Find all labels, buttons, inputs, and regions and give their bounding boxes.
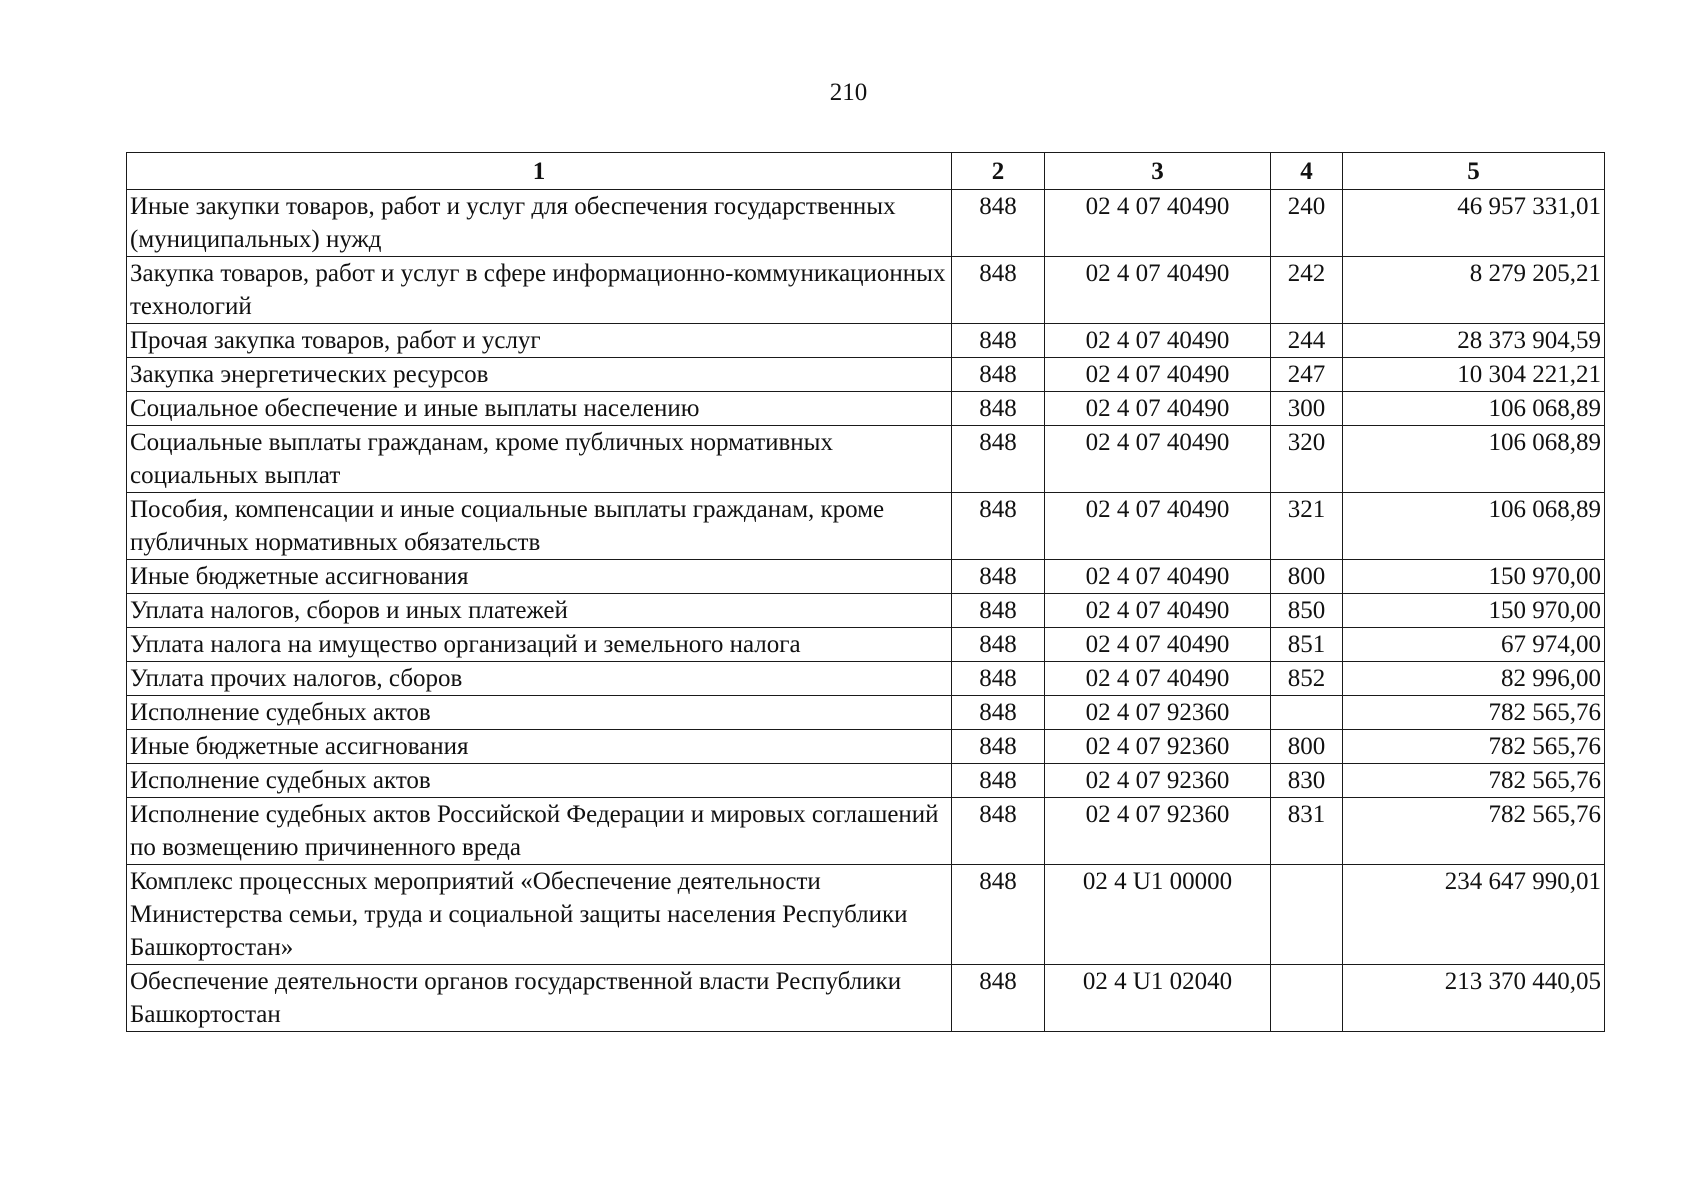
table-row [127,696,1605,730]
row-target-article-cell: 02 4 07 40490 [1045,426,1271,493]
row-amount-cell: 150 970,00 [1343,594,1605,628]
row-amount-cell: 106 068,89 [1343,392,1605,426]
row-name-cell: Иные закупки товаров, работ и услуг для обеспечения государственных (муниципальных) нужд [127,190,952,257]
row-expense-type-cell: 247 [1271,358,1343,392]
row-expense-type-cell: 321 [1271,493,1343,560]
row-amount-cell: 782 565,76 [1343,764,1605,798]
row-amount-cell: 82 996,00 [1343,662,1605,696]
row-name-cell: Исполнение судебных актов [127,764,952,798]
row-amount-cell: 28 373 904,59 [1343,324,1605,358]
row-name-cell: Прочая закупка товаров, работ и услуг [127,324,952,358]
header-col-3: 3 [1045,153,1271,190]
row-ministry-code-cell: 848 [952,965,1045,1032]
row-target-article-cell: 02 4 07 40490 [1045,560,1271,594]
row-amount-cell: 234 647 990,01 [1343,865,1605,965]
row-ministry-code-cell: 848 [952,426,1045,493]
row-ministry-code-cell: 848 [952,358,1045,392]
row-ministry-code-cell: 848 [952,493,1045,560]
table-row [127,190,1605,257]
row-name-cell: Закупка товаров, работ и услуг в сфере информационно-коммуникационных технологий [127,257,952,324]
table-row [127,730,1605,764]
table-row [127,594,1605,628]
row-target-article-cell: 02 4 07 40490 [1045,628,1271,662]
row-name-cell: Уплата налога на имущество организаций и земельного налога [127,628,952,662]
row-ministry-code-cell: 848 [952,190,1045,257]
row-name-cell: Закупка энергетических ресурсов [127,358,952,392]
row-name-cell: Иные бюджетные ассигнования [127,730,952,764]
row-target-article-cell: 02 4 07 40490 [1045,190,1271,257]
row-ministry-code-cell: 848 [952,696,1045,730]
row-ministry-code-cell: 848 [952,798,1045,865]
row-name-cell: Социальное обеспечение и иные выплаты населению [127,392,952,426]
row-target-article-cell: 02 4 07 92360 [1045,798,1271,865]
table-row [127,392,1605,426]
row-expense-type-cell [1271,865,1343,965]
row-amount-cell: 213 370 440,05 [1343,965,1605,1032]
row-ministry-code-cell: 848 [952,257,1045,324]
row-amount-cell: 46 957 331,01 [1343,190,1605,257]
row-amount-cell: 782 565,76 [1343,798,1605,865]
row-target-article-cell: 02 4 U1 02040 [1045,965,1271,1032]
table-row [127,798,1605,865]
table-row [127,257,1605,324]
row-amount-cell: 10 304 221,21 [1343,358,1605,392]
row-name-cell: Обеспечение деятельности органов государственной власти Республики Башкортостан [127,965,952,1032]
row-expense-type-cell: 244 [1271,324,1343,358]
header-col-2: 2 [952,153,1045,190]
row-ministry-code-cell: 848 [952,594,1045,628]
table-row [127,493,1605,560]
row-ministry-code-cell: 848 [952,392,1045,426]
row-target-article-cell: 02 4 07 40490 [1045,358,1271,392]
header-col-4: 4 [1271,153,1343,190]
row-name-cell: Уплата налогов, сборов и иных платежей [127,594,952,628]
row-expense-type-cell: 850 [1271,594,1343,628]
table-row [127,426,1605,493]
row-target-article-cell: 02 4 07 40490 [1045,324,1271,358]
header-col-5: 5 [1343,153,1605,190]
row-target-article-cell: 02 4 07 40490 [1045,594,1271,628]
row-target-article-cell: 02 4 07 40490 [1045,392,1271,426]
row-target-article-cell: 02 4 07 40490 [1045,257,1271,324]
row-amount-cell: 106 068,89 [1343,426,1605,493]
row-name-cell: Комплекс процессных мероприятий «Обеспечение деятельности Министерства семьи, труда и социальной защиты населения Республики Башкортостан» [127,865,952,965]
table-row [127,965,1605,1032]
page-number: 210 [829,79,868,106]
header-col-1: 1 [127,153,952,190]
row-ministry-code-cell: 848 [952,324,1045,358]
row-ministry-code-cell: 848 [952,628,1045,662]
table-row [127,662,1605,696]
table-body [127,190,1605,1032]
row-name-cell: Исполнение судебных актов [127,696,952,730]
row-expense-type-cell: 830 [1271,764,1343,798]
row-name-cell: Пособия, компенсации и иные социальные выплаты гражданам, кроме публичных нормативных обязательств [127,493,952,560]
row-target-article-cell: 02 4 U1 00000 [1045,865,1271,965]
row-target-article-cell: 02 4 07 40490 [1045,493,1271,560]
row-expense-type-cell [1271,965,1343,1032]
table-row [127,865,1605,965]
row-target-article-cell: 02 4 07 92360 [1045,730,1271,764]
row-target-article-cell: 02 4 07 92360 [1045,764,1271,798]
row-expense-type-cell: 240 [1271,190,1343,257]
row-expense-type-cell: 320 [1271,426,1343,493]
row-amount-cell: 782 565,76 [1343,730,1605,764]
table-row [127,324,1605,358]
row-ministry-code-cell: 848 [952,662,1045,696]
row-ministry-code-cell: 848 [952,730,1045,764]
table-row [127,628,1605,662]
row-amount-cell: 67 974,00 [1343,628,1605,662]
row-name-cell: Уплата прочих налогов, сборов [127,662,952,696]
row-expense-type-cell: 851 [1271,628,1343,662]
row-ministry-code-cell: 848 [952,560,1045,594]
row-expense-type-cell: 242 [1271,257,1343,324]
row-name-cell: Социальные выплаты гражданам, кроме публичных нормативных социальных выплат [127,426,952,493]
header-row [127,153,1605,190]
budget-table [126,152,1605,1032]
row-ministry-code-cell: 848 [952,865,1045,965]
table-row [127,358,1605,392]
row-amount-cell: 150 970,00 [1343,560,1605,594]
table-row [127,764,1605,798]
row-name-cell: Исполнение судебных актов Российской Федерации и мировых соглашений по возмещению причиненного вреда [127,798,952,865]
row-expense-type-cell: 831 [1271,798,1343,865]
row-name-cell: Иные бюджетные ассигнования [127,560,952,594]
row-amount-cell: 8 279 205,21 [1343,257,1605,324]
row-expense-type-cell [1271,696,1343,730]
row-expense-type-cell: 300 [1271,392,1343,426]
row-expense-type-cell: 800 [1271,560,1343,594]
row-amount-cell: 782 565,76 [1343,696,1605,730]
table-header [127,153,1605,190]
row-ministry-code-cell: 848 [952,764,1045,798]
row-amount-cell: 106 068,89 [1343,493,1605,560]
row-target-article-cell: 02 4 07 92360 [1045,696,1271,730]
row-expense-type-cell: 800 [1271,730,1343,764]
row-target-article-cell: 02 4 07 40490 [1045,662,1271,696]
table-row [127,560,1605,594]
row-expense-type-cell: 852 [1271,662,1343,696]
